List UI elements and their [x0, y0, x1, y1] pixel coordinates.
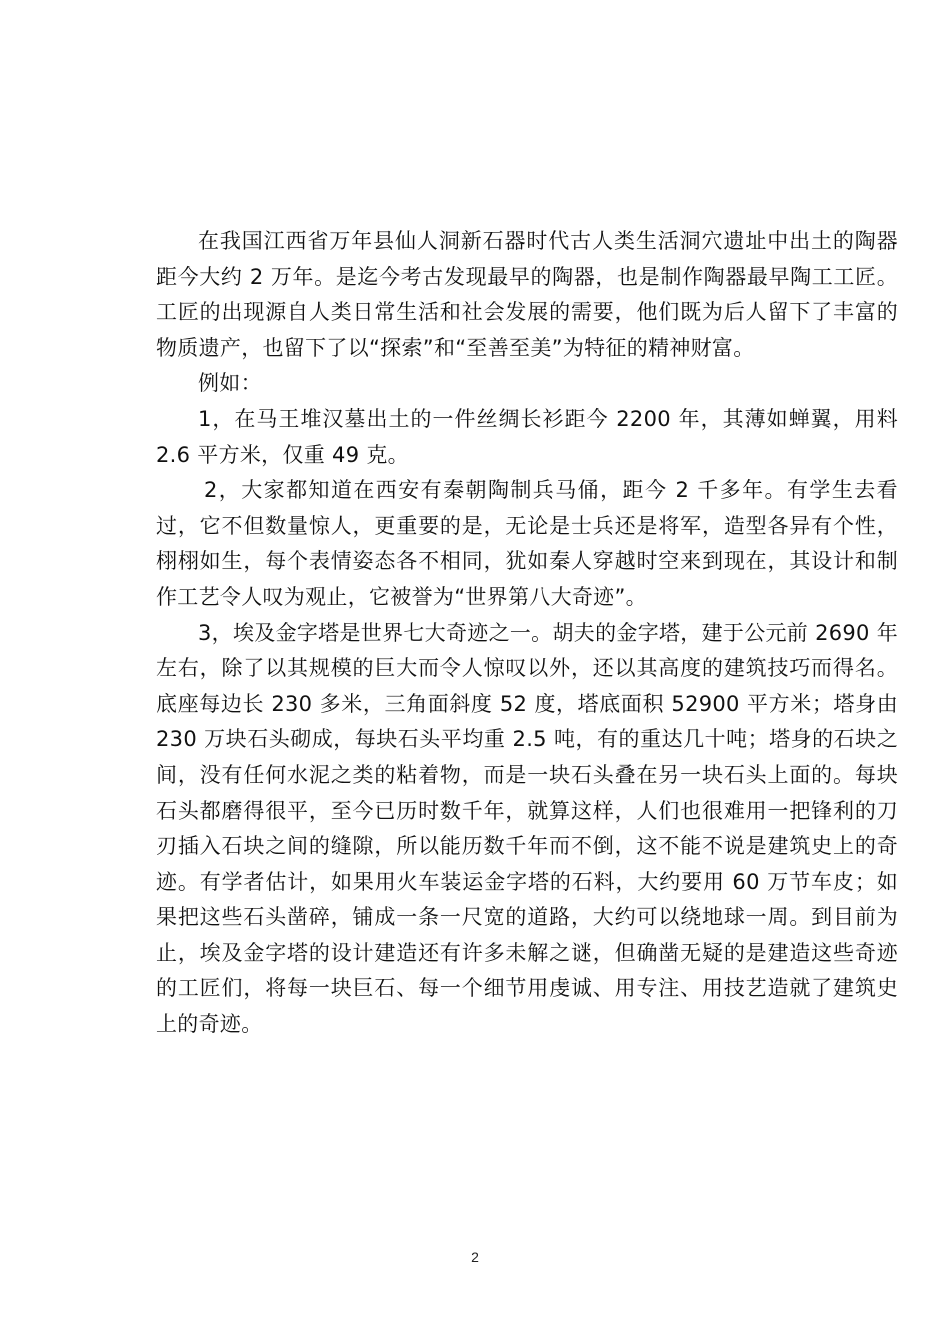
- page-number: 2: [471, 1249, 479, 1265]
- paragraph-example-3: 3，埃及金字塔是世界七大奇迹之一。胡夫的金字塔，建于公元前 2690 年左右，除了以其规模的巨大而令人惊叹以外，还以其高度的建筑技巧而得名。底座每边长 230 多米，三角面斜度 52 度，塔底面积 52900 平方米；塔身由 230 万块石头砌成，每块石头平均重 2.5 吨，有的重达几十吨；塔身的石块之间，没有任何水泥之类的粘着物，而是一块石头叠在另一块石头上面的。每块石头都磨得很平，至今已历时数千年，就算这样，人们也很难用一把锋利的刀刃插入石块之间的缝隙，所以能历数千年而不倒，这不能不说是建筑史上的奇迹。有学者估计，如果用火车装运金字塔的石料，大约要用 60 万节车皮；如果把这些石头凿碎，铺成一条一尺宽的道路，大约可以绕地球一周。到目前为止，埃及金字塔的设计建造还有许多未解之谜，但确凿无疑的是建造这些奇迹的工匠们，将每一块巨石、每一个细节用虔诚、用专注、用技艺造就了建筑史上的奇迹。: [156, 620, 898, 1037]
- paragraph-intro: 在我国江西省万年县仙人洞新石器时代古人类生活洞穴遗址中出土的陶器距今大约 2 万年。是迄今考古发现最早的陶器，也是制作陶器最早陶工工匠。工匠的出现源自人类日常生活和社会发展的需要，他们既为后人留下了丰富的物质遗产，也留下了以“探索”和“至善至美”为特征的精神财富。: [156, 229, 898, 360]
- paragraph-example-2: 2，大家都知道在西安有秦朝陶制兵马俑，距今 2 千多年。有学生去看过，它不但数量惊人，更重要的是，无论是士兵还是将军，造型各异有个性，栩栩如生，每个表情姿态各不相同，犹如秦人穿越时空来到现在，其设计和制作工艺令人叹为观止，它被誉为“世界第八大奇迹”。: [156, 478, 898, 609]
- document-body: [156, 224, 898, 1043]
- paragraph-example-lead: 例如：: [198, 371, 262, 396]
- paragraph-example-1: 1，在马王堆汉墓出土的一件丝绸长衫距今 2200 年，其薄如蝉翼，用料 2.6 平方米，仅重 49 克。: [156, 406, 898, 467]
